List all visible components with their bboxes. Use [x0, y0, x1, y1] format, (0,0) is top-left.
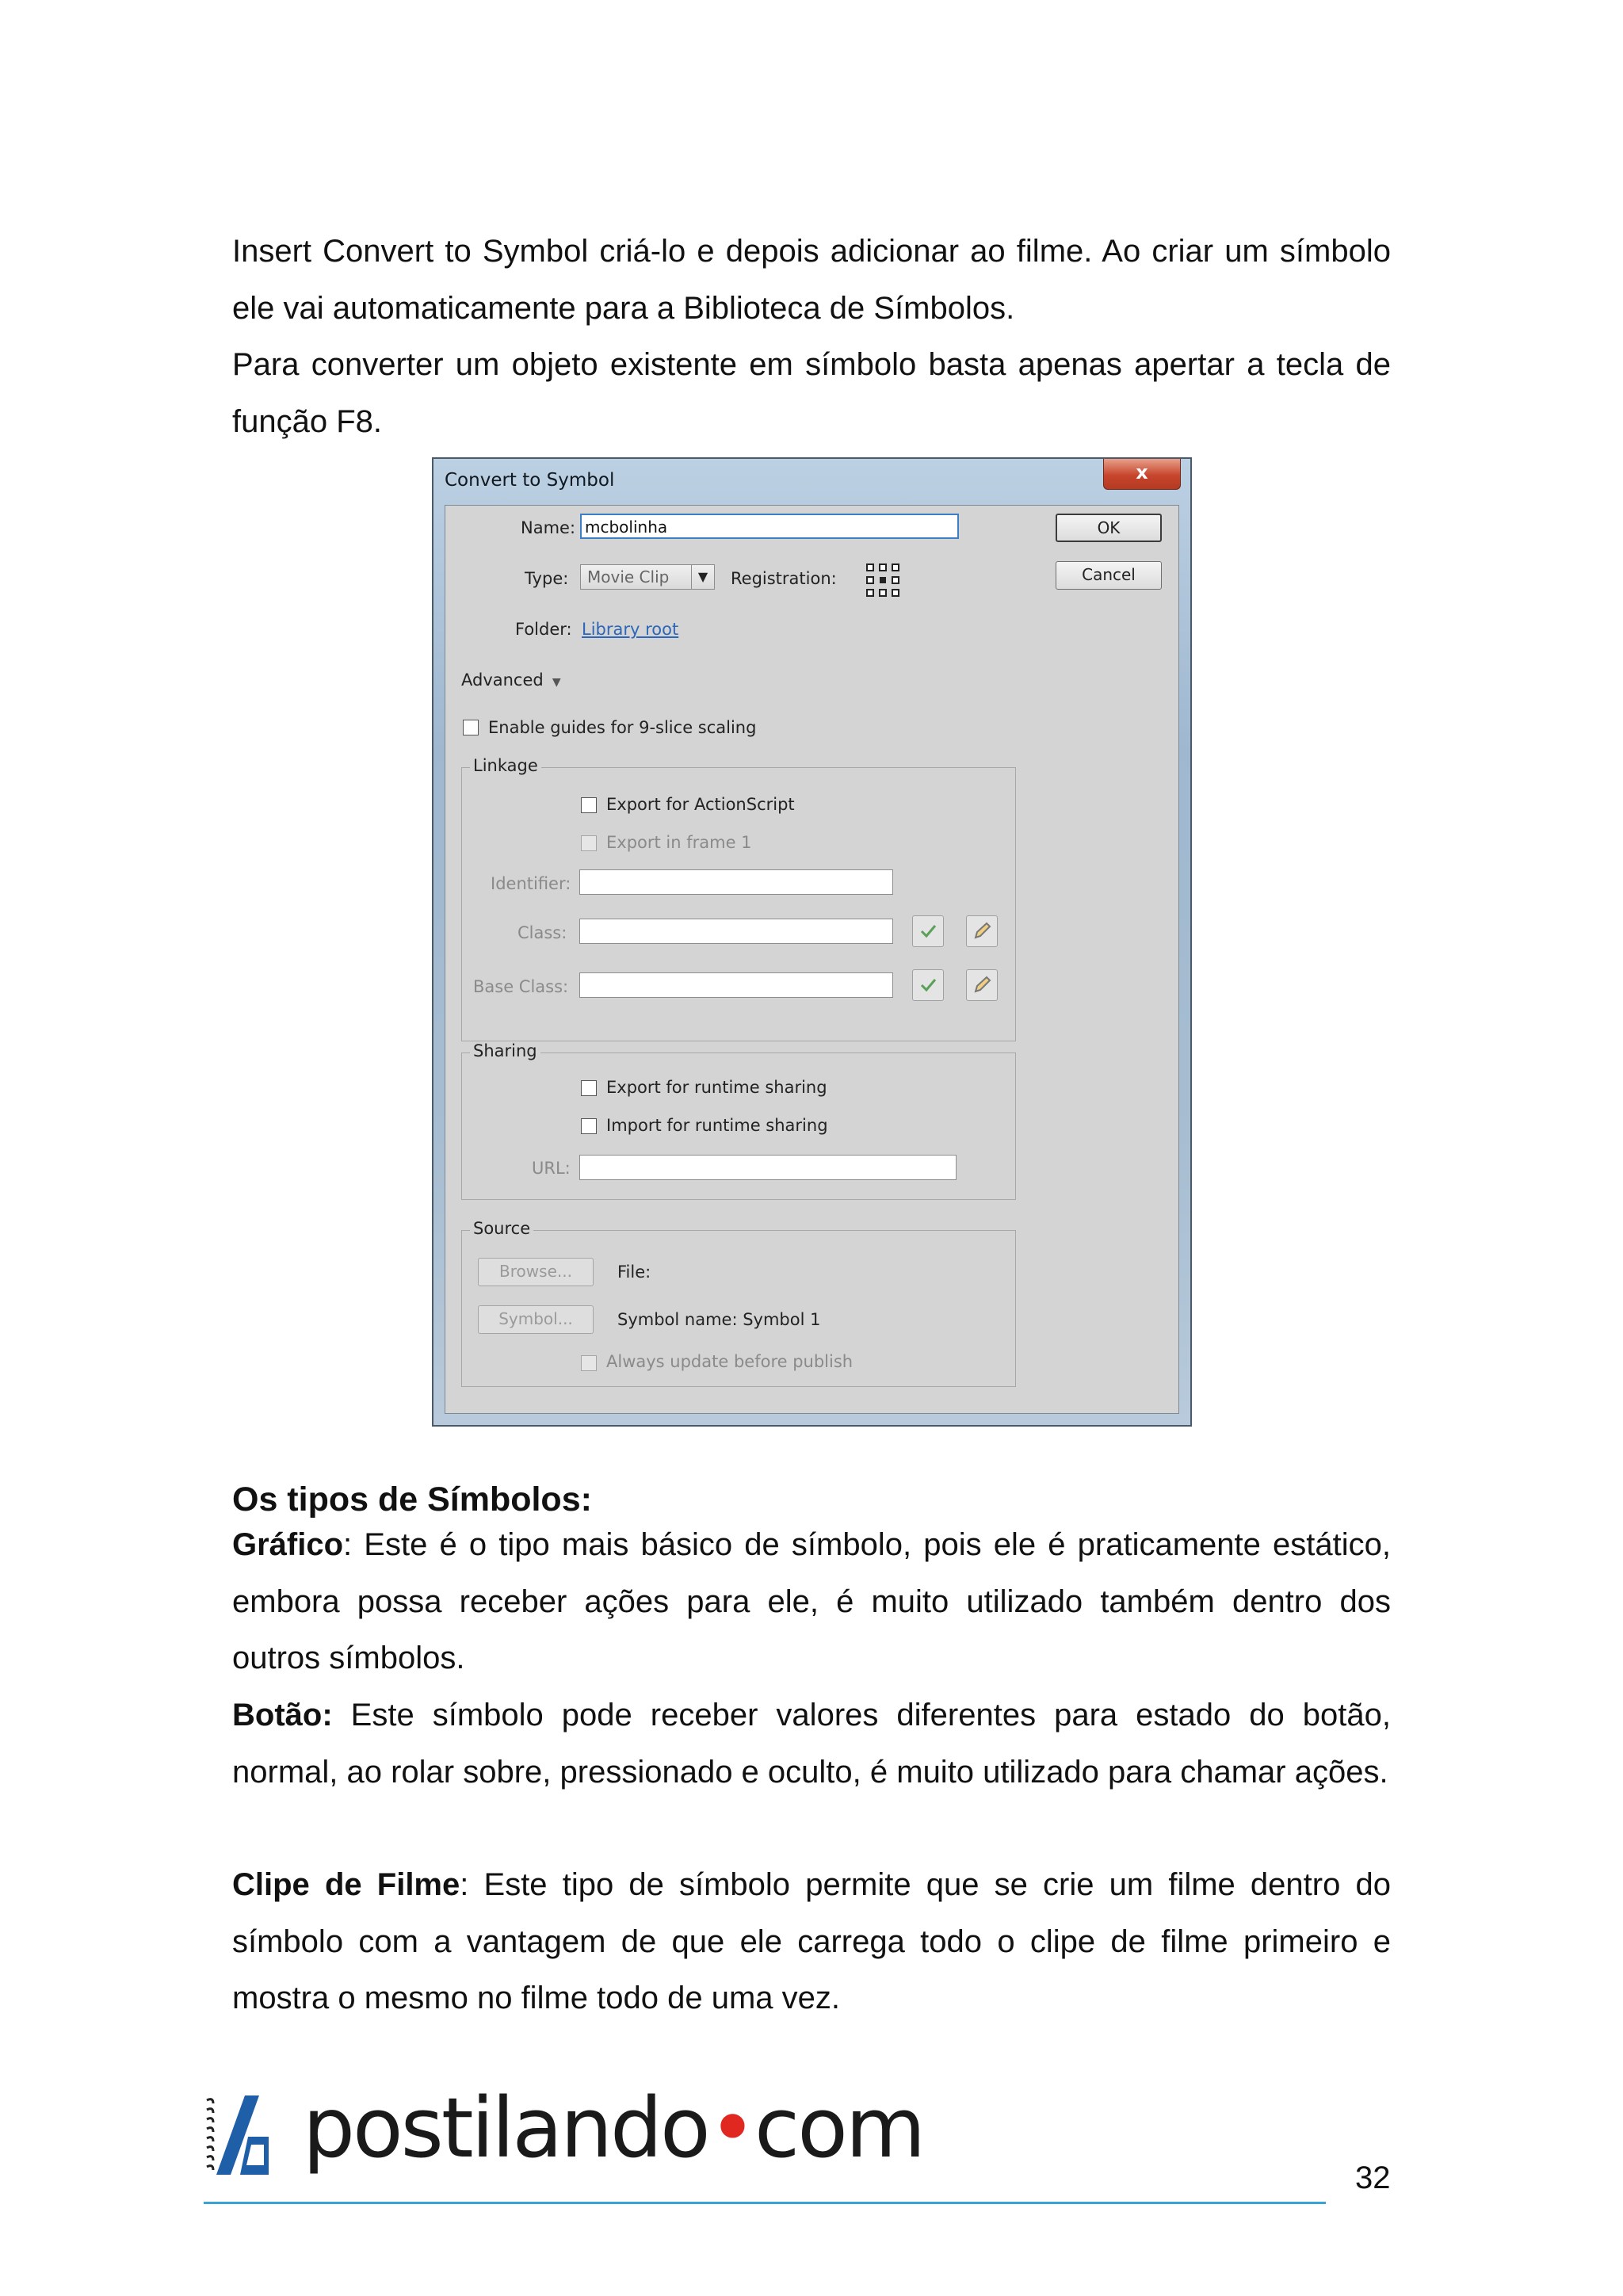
logo-part-1: postilando	[303, 2080, 708, 2176]
folder-label: Folder:	[515, 620, 572, 639]
browse-button[interactable]: Browse...	[478, 1258, 594, 1286]
pencil-icon	[967, 916, 997, 946]
symbol-name-text: Symbol name: Symbol 1	[617, 1310, 821, 1329]
pencil-icon	[967, 970, 997, 1000]
always-update-checkbox[interactable]	[581, 1355, 597, 1371]
import-runtime-checkbox[interactable]	[581, 1118, 597, 1134]
source-group	[461, 1219, 1016, 1387]
advanced-toggle[interactable]	[461, 670, 561, 690]
postilando-logo-text	[303, 2076, 923, 2179]
check-icon	[913, 916, 943, 946]
symbol-button[interactable]: Symbol...	[478, 1305, 594, 1334]
url-label: URL:	[532, 1159, 571, 1178]
advanced-label: Advanced	[461, 670, 544, 690]
clipe-paragraph	[232, 1857, 1391, 2027]
dialog-body	[445, 505, 1179, 1414]
botao-text: Este símbolo pode receber valores diferentes para estado do botão, normal, ao rolar sobre, pressionado e oculto, é muito utilizado para chamar ações.	[232, 1698, 1391, 1790]
type-label: Type:	[525, 569, 569, 588]
grafico-paragraph	[232, 1517, 1391, 1687]
sharing-group	[461, 1041, 1016, 1200]
clipe-text: : Este tipo de símbolo permite que se crie um filme dentro do símbolo com a vantagem de que ele carrega todo o clipe de filme primeiro e mostra o mesmo no filme todo de uma vez.	[232, 1867, 1391, 2015]
linkage-title: Linkage	[470, 756, 541, 775]
name-label: Name:	[521, 518, 576, 537]
validate-base-class-button[interactable]	[912, 969, 944, 1001]
identifier-label: Identifier:	[491, 874, 571, 893]
url-input[interactable]	[579, 1155, 957, 1180]
dialog-title: Convert to Symbol	[445, 470, 615, 491]
check-icon	[913, 970, 943, 1000]
import-runtime-label: Import for runtime sharing	[606, 1116, 828, 1135]
identifier-input[interactable]	[579, 869, 893, 895]
registration-grid-icon[interactable]	[865, 563, 900, 598]
logo-part-2: com	[754, 2080, 924, 2176]
chevron-down-icon: ▼	[691, 565, 714, 589]
section-heading: Os tipos de Símbolos:	[232, 1480, 592, 1519]
name-input[interactable]: mcbolinha	[580, 514, 959, 539]
ok-button[interactable]: OK	[1056, 514, 1162, 542]
class-input[interactable]	[579, 919, 893, 944]
postilando-logo-mark-icon	[204, 2089, 283, 2184]
page-number: 32	[1355, 2160, 1391, 2195]
export-runtime-label: Export for runtime sharing	[606, 1078, 827, 1097]
chevron-down-icon: ▼	[548, 676, 561, 689]
edit-base-class-button[interactable]	[966, 969, 998, 1001]
export-frame1-checkbox[interactable]	[581, 835, 597, 851]
base-class-label: Base Class:	[473, 977, 569, 996]
enable-guides-label: Enable guides for 9-slice scaling	[488, 718, 757, 737]
type-dropdown[interactable]	[580, 564, 715, 590]
botao-term: Botão:	[232, 1698, 333, 1733]
cancel-button[interactable]: Cancel	[1056, 561, 1162, 590]
close-icon: x	[1136, 461, 1148, 483]
close-button[interactable]	[1103, 459, 1181, 490]
validate-class-button[interactable]	[912, 915, 944, 947]
clipe-term: Clipe de Filme	[232, 1867, 460, 1902]
enable-guides-checkbox[interactable]	[463, 720, 479, 735]
sharing-title: Sharing	[470, 1041, 540, 1060]
file-label: File:	[617, 1263, 651, 1282]
base-class-input[interactable]	[579, 972, 893, 998]
edit-class-button[interactable]	[966, 915, 998, 947]
intro-paragraph-1: Insert Convert to Symbol criá-lo e depois adicionar ao filme. Ao criar um símbolo ele vai automaticamente para a Biblioteca de Símbolos.	[232, 234, 1391, 326]
intro-paragraph-2: Para converter um objeto existente em símbolo basta apenas apertar a tecla de função F8.	[232, 347, 1391, 439]
grafico-text: : Este é o tipo mais básico de símbolo, pois ele é praticamente estático, embora possa receber ações para ele, é muito utilizado também dentro dos outros símbolos.	[232, 1527, 1391, 1675]
footer-rule	[204, 2202, 1326, 2204]
registration-label: Registration:	[731, 569, 837, 588]
type-dropdown-value: Movie Clip	[587, 567, 670, 586]
export-runtime-checkbox[interactable]	[581, 1080, 597, 1096]
logo-dot: •	[708, 2080, 755, 2176]
folder-link[interactable]: Library root	[582, 620, 679, 639]
convert-to-symbol-dialog	[432, 457, 1192, 1427]
always-update-label: Always update before publish	[606, 1352, 854, 1371]
linkage-group	[461, 756, 1016, 1041]
source-title: Source	[470, 1219, 533, 1238]
export-actionscript-checkbox[interactable]	[581, 797, 597, 813]
class-label: Class:	[517, 923, 567, 942]
botao-paragraph	[232, 1687, 1391, 1801]
export-actionscript-label: Export for ActionScript	[606, 795, 795, 814]
grafico-term: Gráfico	[232, 1527, 344, 1562]
export-frame1-label: Export in frame 1	[606, 833, 752, 852]
